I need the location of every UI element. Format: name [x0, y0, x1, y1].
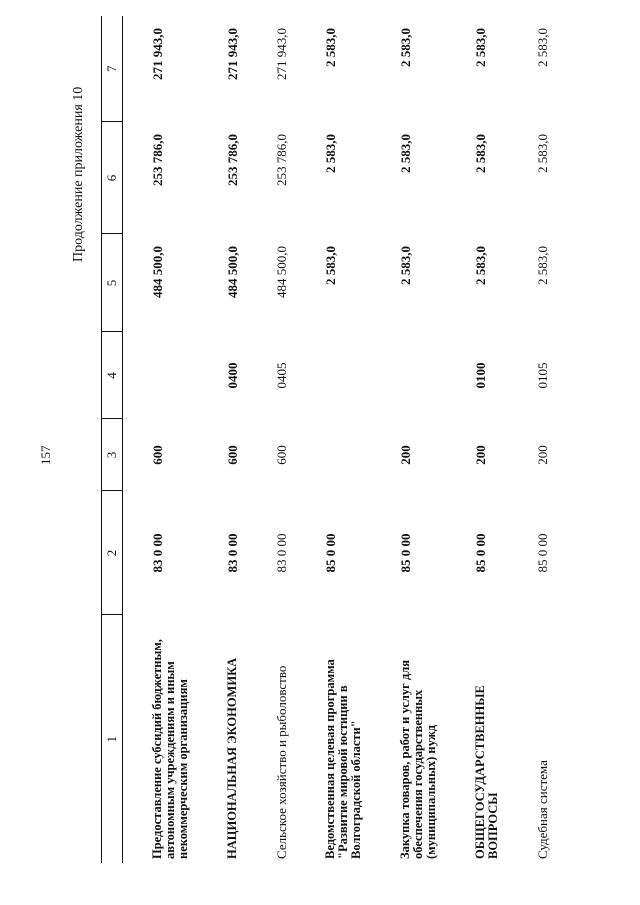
amount-year3-cell: 271 943,0 — [225, 28, 240, 80]
column-header-1: 1 — [102, 615, 123, 863]
column-header-3: 3 — [102, 419, 123, 491]
table-row — [296, 16, 371, 863]
column-header-2: 2 — [102, 491, 123, 615]
expense-type-cell: 600 — [150, 445, 165, 465]
target-article-cell: 85 0 00 — [398, 533, 413, 573]
amount-year3-cell: 2 583,0 — [535, 28, 550, 67]
amount-year2-cell: 253 786,0 — [150, 134, 165, 186]
row-name-cell: Сельское хозяйство и рыболовство — [274, 665, 289, 859]
column-header-4: 4 — [102, 332, 123, 419]
expense-type-cell: 200 — [535, 445, 550, 465]
row-name-cell: ОБЩЕГОСУДАРСТВЕННЫЕ ВОПРОСЫ — [473, 685, 500, 859]
target-article-cell: 85 0 00 — [535, 533, 550, 573]
section-cell: 0105 — [535, 362, 550, 389]
expense-type-cell: 200 — [398, 445, 413, 465]
amount-year1-cell: 2 583,0 — [323, 246, 338, 285]
table-row — [247, 16, 296, 863]
table-body — [123, 16, 558, 863]
amount-year3-cell: 2 583,0 — [323, 28, 338, 67]
table-row — [123, 16, 199, 863]
row-name-cell: Закупка товаров, работ и услуг для обеспечения государственных (муниципальных) нужд — [398, 659, 438, 859]
amount-year1-cell: 484 500,0 — [274, 246, 289, 298]
section-cell: 0400 — [225, 362, 240, 389]
table-row — [371, 16, 446, 863]
table-row — [446, 16, 508, 863]
section-cell — [296, 332, 371, 419]
row-name-cell: Судебная система — [535, 760, 550, 859]
amount-year1-cell: 484 500,0 — [225, 246, 240, 298]
target-article-cell: 85 0 00 — [473, 533, 488, 573]
amount-year2-cell: 2 583,0 — [323, 134, 338, 173]
row-name-cell: Предоставление субсидий бюджетным, автономным учреждениям и иным некоммерческим организациям — [150, 639, 190, 859]
expense-type-cell: 200 — [473, 445, 488, 465]
column-header-7: 7 — [102, 16, 123, 122]
expense-type-cell — [296, 419, 371, 491]
section-cell: 0100 — [473, 362, 488, 389]
amount-year3-cell: 271 943,0 — [150, 28, 165, 80]
column-header-5: 5 — [102, 234, 123, 332]
table-row — [508, 16, 557, 863]
appendix-continuation-note: Продолжение приложения 10 — [71, 86, 86, 262]
target-article-cell: 83 0 00 — [274, 533, 289, 573]
amount-year1-cell: 2 583,0 — [473, 246, 488, 285]
target-article-cell: 83 0 00 — [150, 533, 165, 573]
amount-year2-cell: 2 583,0 — [398, 134, 413, 173]
row-name-cell: НАЦИОНАЛЬНАЯ ЭКОНОМИКА — [225, 657, 239, 859]
page-number: 157 — [38, 445, 53, 465]
column-header-6: 6 — [102, 122, 123, 234]
header-row — [102, 16, 123, 863]
target-article-cell: 83 0 00 — [225, 533, 240, 573]
amount-year3-cell: 271 943,0 — [274, 28, 289, 80]
amount-year3-cell: 2 583,0 — [473, 28, 488, 67]
section-cell — [123, 332, 199, 419]
amount-year2-cell: 2 583,0 — [535, 134, 550, 173]
amount-year3-cell: 2 583,0 — [398, 28, 413, 67]
section-cell — [371, 332, 446, 419]
table-row — [198, 16, 247, 863]
amount-year2-cell: 2 583,0 — [473, 134, 488, 173]
amount-year1-cell: 2 583,0 — [535, 246, 550, 285]
budget-table — [101, 16, 557, 863]
amount-year2-cell: 253 786,0 — [225, 134, 240, 186]
target-article-cell: 85 0 00 — [323, 533, 338, 573]
amount-year2-cell: 253 786,0 — [274, 134, 289, 186]
amount-year1-cell: 2 583,0 — [398, 246, 413, 285]
expense-type-cell: 600 — [274, 445, 289, 465]
expense-type-cell: 600 — [225, 445, 240, 465]
amount-year1-cell: 484 500,0 — [150, 246, 165, 298]
section-cell: 0405 — [274, 362, 289, 389]
row-name-cell: Ведомственная целевая программа "Развитие мировой юстиции в Волгоградской области" — [323, 659, 363, 859]
